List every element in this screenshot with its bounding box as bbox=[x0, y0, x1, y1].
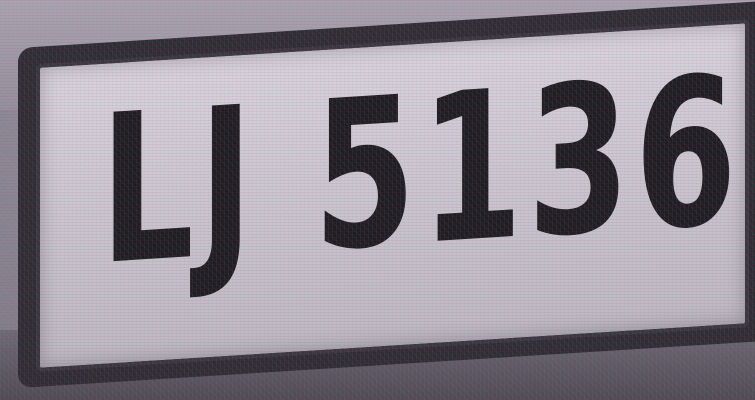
license-plate bbox=[36, 19, 749, 372]
plate-number: LJ 5136 bbox=[100, 32, 742, 311]
